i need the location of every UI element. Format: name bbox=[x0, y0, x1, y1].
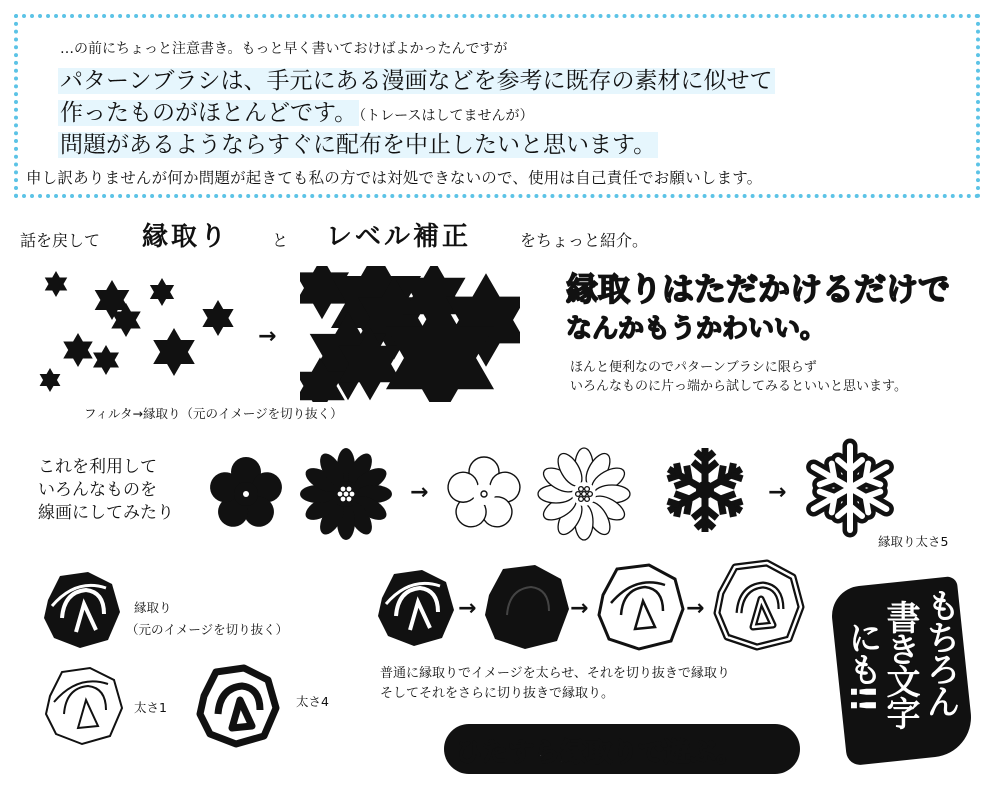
filled-snowflake-illustration bbox=[660, 440, 750, 540]
notice-line-4 bbox=[58, 126, 658, 159]
flowers-text-3: 線画にしてみたり bbox=[38, 503, 174, 523]
notice-line-3 bbox=[58, 94, 533, 127]
notice-line-5: 申し訳ありませんが何か問題が起きても私の方では対処できないので、使用は自己責任でお願いします。 bbox=[26, 169, 763, 187]
notice-line-3-paren: （トレースはしてませんが） bbox=[359, 108, 534, 124]
stamp-col-1: もちろん bbox=[920, 588, 960, 716]
stamp-col-2: 書き文字 bbox=[880, 600, 920, 728]
filled-stars-illustration bbox=[30, 262, 250, 402]
snowflake-caption: 縁取り太さ5 bbox=[878, 534, 949, 549]
outlined-daisy-flower bbox=[538, 448, 630, 540]
filled-five-petal-flower bbox=[206, 457, 286, 533]
intro-keyword-level: レベル補正 bbox=[326, 222, 472, 252]
intro-mid: と bbox=[272, 231, 289, 250]
arrow-icon: → bbox=[458, 596, 477, 621]
notice-line-2-text: パターンブラシは、手元にある漫画などを参考に既存の素材に似せて bbox=[60, 68, 773, 94]
notice-line-2 bbox=[58, 62, 775, 95]
stamp-col-3: にも!! bbox=[842, 620, 882, 712]
outlined-flowers-illustration bbox=[440, 444, 640, 544]
outlined-five-petal-flower bbox=[444, 457, 524, 533]
rose-step-2-illustration bbox=[482, 562, 572, 652]
stars-caption: フィルタ→縁取り（元のイメージを切り抜く） bbox=[84, 406, 343, 421]
rose-step-3-illustration bbox=[596, 562, 686, 652]
rose-original-illustration bbox=[40, 568, 124, 652]
stars-headline-2: なんかもうかわいい。 bbox=[566, 314, 827, 344]
arrow-icon: → bbox=[686, 596, 705, 621]
arrow-icon: → bbox=[768, 480, 787, 505]
intro-suffix: をちょっと紹介。 bbox=[520, 231, 649, 250]
notice-line-3-text: 作ったものがほとんどです。 bbox=[60, 100, 358, 126]
flowers-text-1: これを利用して bbox=[38, 457, 157, 477]
stars-note-2: いろんなものに片っ端から試してみるといいと思います。 bbox=[570, 379, 907, 394]
rose-label-1: 縁取り bbox=[134, 600, 172, 615]
rose-label-2: （元のイメージを切り抜く） bbox=[126, 622, 289, 637]
rose-desc-2: そしてそれをさらに切り抜きで縁取り。 bbox=[380, 686, 615, 701]
intro-prefix: 話を戻して bbox=[20, 231, 101, 250]
filled-flowers-illustration bbox=[202, 444, 402, 544]
stars-headline-1: 縁取りはただかけるだけで bbox=[566, 270, 951, 308]
filled-daisy-flower bbox=[300, 448, 392, 540]
banner-text: ひたすら縁取りで遊ぶ。 bbox=[456, 738, 743, 768]
arrow-icon: → bbox=[410, 480, 429, 505]
intro-keyword-border: 縁取り bbox=[142, 222, 230, 252]
rose-step-1-illustration bbox=[374, 566, 458, 650]
notice-line-1: …の前にちょっと注意書き。もっと早く書いておけばよかったんですが bbox=[60, 41, 508, 57]
rose-desc-1: 普通に縁取りでイメージを太らせ、それを切り抜きで縁取り bbox=[380, 666, 730, 681]
arrow-icon: → bbox=[570, 596, 589, 621]
notice-line-4-text: 問題があるようならすぐに配布を中止したいと思います。 bbox=[60, 132, 657, 158]
rose-step-4-illustration bbox=[710, 556, 808, 654]
flowers-text bbox=[38, 456, 174, 525]
rose-thickness-1-label: 太さ1 bbox=[134, 700, 167, 715]
rose-thickness-1-illustration bbox=[42, 664, 126, 748]
outlined-snowflake-illustration bbox=[800, 434, 900, 542]
outlined-stars-illustration bbox=[300, 266, 520, 402]
arrow-icon: → bbox=[258, 324, 277, 349]
flowers-text-2: いろんなものを bbox=[38, 480, 157, 500]
rose-thickness-4-illustration bbox=[192, 660, 284, 752]
rose-thickness-4-label: 太さ4 bbox=[296, 694, 329, 709]
stars-note-1: ほんと便利なのでパターンブラシに限らず bbox=[570, 360, 817, 375]
